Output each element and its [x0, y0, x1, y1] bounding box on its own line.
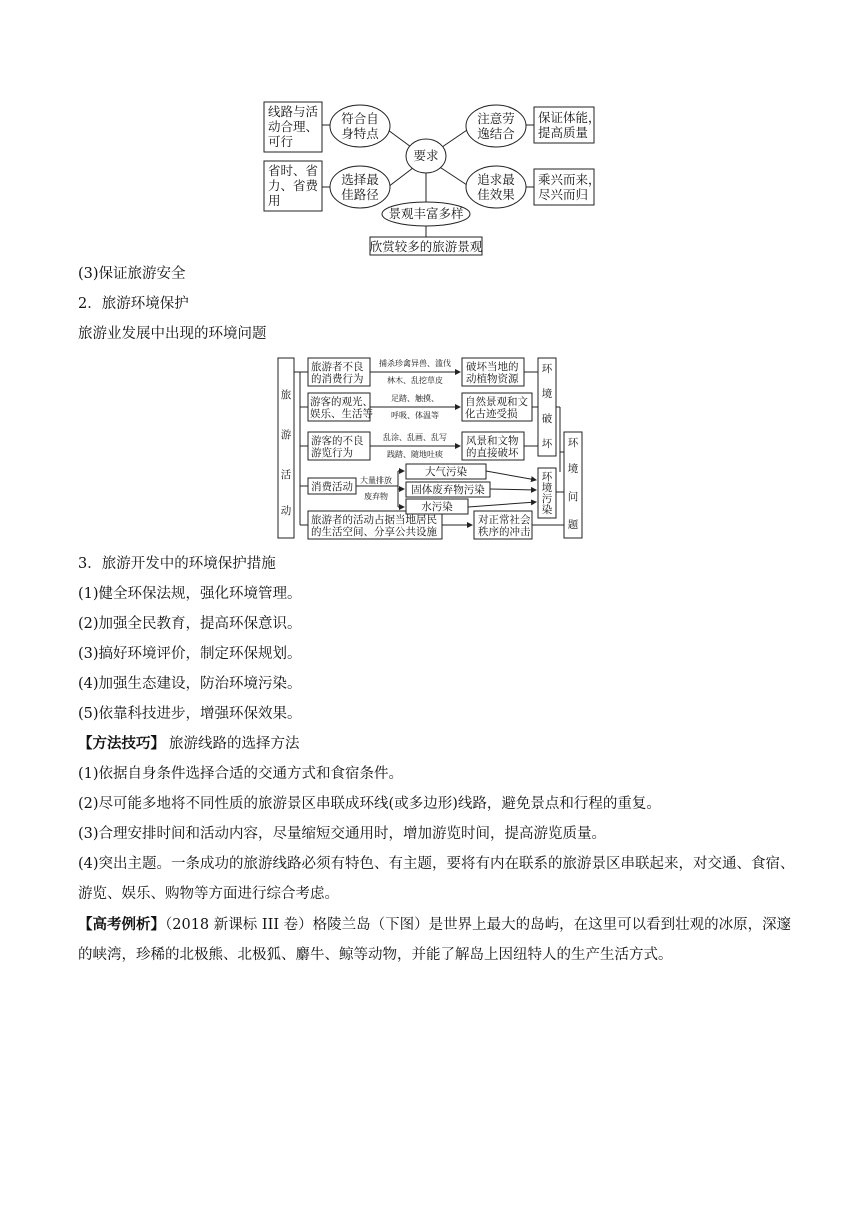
measure-item: (4)加强生态建设，防治环境污染。 — [78, 676, 302, 692]
row3-box-line-1: 游客的不良 — [311, 435, 364, 447]
measure-item: (5)依靠科技进步，增强环保效果。 — [78, 706, 302, 722]
damage-label-3: 破 — [541, 413, 553, 425]
right-bottom-oval-line-2: 佳效果 — [477, 187, 515, 202]
problem-label-1: 环 — [567, 437, 579, 449]
right-bottom-box-line-1: 乘兴而来， — [538, 172, 601, 187]
environment-problems-diagram — [0, 352, 860, 542]
right-top-oval-line-1: 注意劳 — [477, 111, 515, 126]
row1-arrow-line-2: 林木、乱挖草皮 — [387, 376, 443, 385]
right-bottom-box-line-2: 尽兴而归 — [538, 187, 589, 202]
row2-box-line-2: 娱乐、生活等 — [310, 408, 373, 420]
left-bottom-oval-line-2: 佳路径 — [341, 187, 379, 202]
bottom-box-label: 欣赏较多的旅游景观 — [369, 239, 483, 254]
activity-label-4: 动 — [280, 505, 292, 517]
damage-label-4: 坏 — [541, 438, 553, 450]
exam-example — [78, 910, 798, 970]
problem-label-2: 境 — [567, 463, 579, 475]
damage-label-1: 环 — [541, 363, 553, 375]
right-bottom-oval-line-1: 追求最 — [477, 172, 515, 187]
row3-arrow-line-1: 乱涂、乱画、乱写 — [383, 433, 447, 442]
pollution-label-2: 境 — [541, 482, 553, 494]
right-top-box-line-1: 保证体能， — [538, 110, 601, 125]
left-top-oval-line-1: 符合自 — [341, 111, 379, 126]
left-bottom-oval-line-1: 选择最 — [341, 172, 379, 187]
row3-arrow-line-2: 践踏、随地吐痰 — [387, 450, 443, 459]
damage-label-2: 境 — [541, 388, 553, 400]
row1-box-line-1: 旅游者不良 — [311, 361, 364, 373]
method-tag: 【方法技巧】 — [78, 735, 165, 752]
section-heading-environment: 2．旅游环境保护 — [78, 296, 189, 312]
pollution-label-3: 污 — [541, 493, 553, 505]
row3-result-line-2: 的直接破坏 — [466, 447, 519, 459]
row2-arrow-line-1: 足踏、触摸、 — [391, 394, 439, 403]
safety-item: (3)保证旅游安全 — [78, 266, 186, 282]
method-item: (1)依据自身条件选择合适的交通方式和食宿条件。 — [78, 766, 404, 782]
row1-result-line-2: 动植物资源 — [466, 373, 519, 385]
activity-label-2: 游 — [280, 429, 292, 441]
measures-heading: 3．旅游开发中的环境保护措施 — [78, 556, 276, 572]
exam-text: （2018 新课标 III 卷）格陵兰岛（下图）是世界上最大的岛屿，在这里可以看到壮观的冰原，深邃的峡湾，珍稀的北极熊、北极狐、麝牛、鲸等动物，并能了解岛上因纽特人的生产生活方式。 — [78, 917, 792, 963]
method-item: (3)合理安排时间和活动内容，尽量缩短交通用时，增加游览时间，提高游览质量。 — [78, 826, 607, 842]
row2-result-line-1: 自然景观和文 — [465, 396, 528, 408]
row4-box-label: 消费活动 — [311, 481, 353, 493]
method-item: (4)突出主题。一条成功的旅游线路必须有特色、有主题，要将有内在联系的旅游景区串联起来，对交通、食宿、游览、娱乐、购物等方面进行综合考虑。 — [78, 856, 795, 902]
row5-result-line-1: 对正常社会 — [478, 514, 531, 526]
row5-box-line-1: 旅游者的活动占据当地居民 — [311, 514, 437, 526]
bottom-oval-label: 景观丰富多样 — [388, 206, 464, 221]
left-top-oval-line-2: 身特点 — [341, 126, 379, 141]
pollution-item-solid: 固体废弃物污染 — [411, 484, 485, 496]
activity-label-3: 活 — [280, 469, 292, 481]
right-top-oval-line-2: 逸结合 — [477, 126, 515, 141]
row1-arrow-line-1: 捕杀珍禽异兽、滥伐 — [379, 359, 451, 368]
right-top-box-line-2: 提高质量 — [538, 125, 589, 140]
left-top-box-line-3: 可行 — [268, 134, 294, 149]
row1-result-line-1: 破坏当地的 — [466, 361, 519, 373]
row2-arrow-line-2: 呼吸、体温等 — [391, 411, 439, 420]
row4-arrow-line-2: 废弃物 — [364, 492, 388, 501]
left-bottom-box-line-2: 力、省费 — [268, 178, 319, 193]
measure-item: (1)健全环保法规，强化环境管理。 — [78, 586, 302, 602]
center-label: 要求 — [413, 148, 439, 163]
row3-result-line-1: 风景和文物 — [466, 435, 519, 447]
row2-result-line-2: 化古迹受损 — [465, 408, 518, 420]
measure-item: (3)搞好环境评价，制定环保规划。 — [78, 646, 302, 662]
left-bottom-box-line-1: 省时、省 — [268, 163, 319, 178]
row3-box-line-2: 游览行为 — [311, 447, 353, 459]
subheading-environment-problems: 旅游业发展中出现的环境问题 — [78, 326, 267, 342]
row4-arrow-line-1: 大量排放 — [360, 476, 392, 485]
row2-box-line-1: 游客的观光、 — [310, 396, 373, 408]
exam-tag: 【高考例析】 — [78, 916, 165, 933]
pollution-item-water: 水污染 — [421, 501, 453, 513]
left-bottom-box-line-3: 用 — [268, 193, 281, 208]
method-heading — [78, 734, 300, 754]
method-item: (2)尽可能多地将不同性质的旅游景区串联成环线(或多边形)线路，避免景点和行程的重复。 — [78, 796, 661, 812]
row5-result-line-2: 秩序的冲击 — [478, 526, 531, 538]
pollution-item-air: 大气污染 — [425, 466, 467, 478]
method-title: 旅游线路的选择方法 — [169, 736, 300, 752]
activity-label-1: 旅 — [280, 389, 292, 401]
problem-label-3: 问 — [567, 491, 579, 503]
left-top-box-line-1: 线路与活 — [268, 104, 319, 119]
row5-box-line-2: 的生活空间、分享公共设施 — [311, 526, 437, 538]
problem-label-4: 题 — [567, 519, 579, 531]
pollution-label-4: 染 — [541, 504, 553, 516]
requirements-diagram — [0, 95, 860, 355]
pollution-label-1: 环 — [541, 471, 553, 483]
left-top-box-line-2: 动合理、 — [268, 119, 319, 134]
measure-item: (2)加强全民教育，提高环保意识。 — [78, 616, 302, 632]
row1-box-line-2: 的消费行为 — [311, 373, 364, 385]
